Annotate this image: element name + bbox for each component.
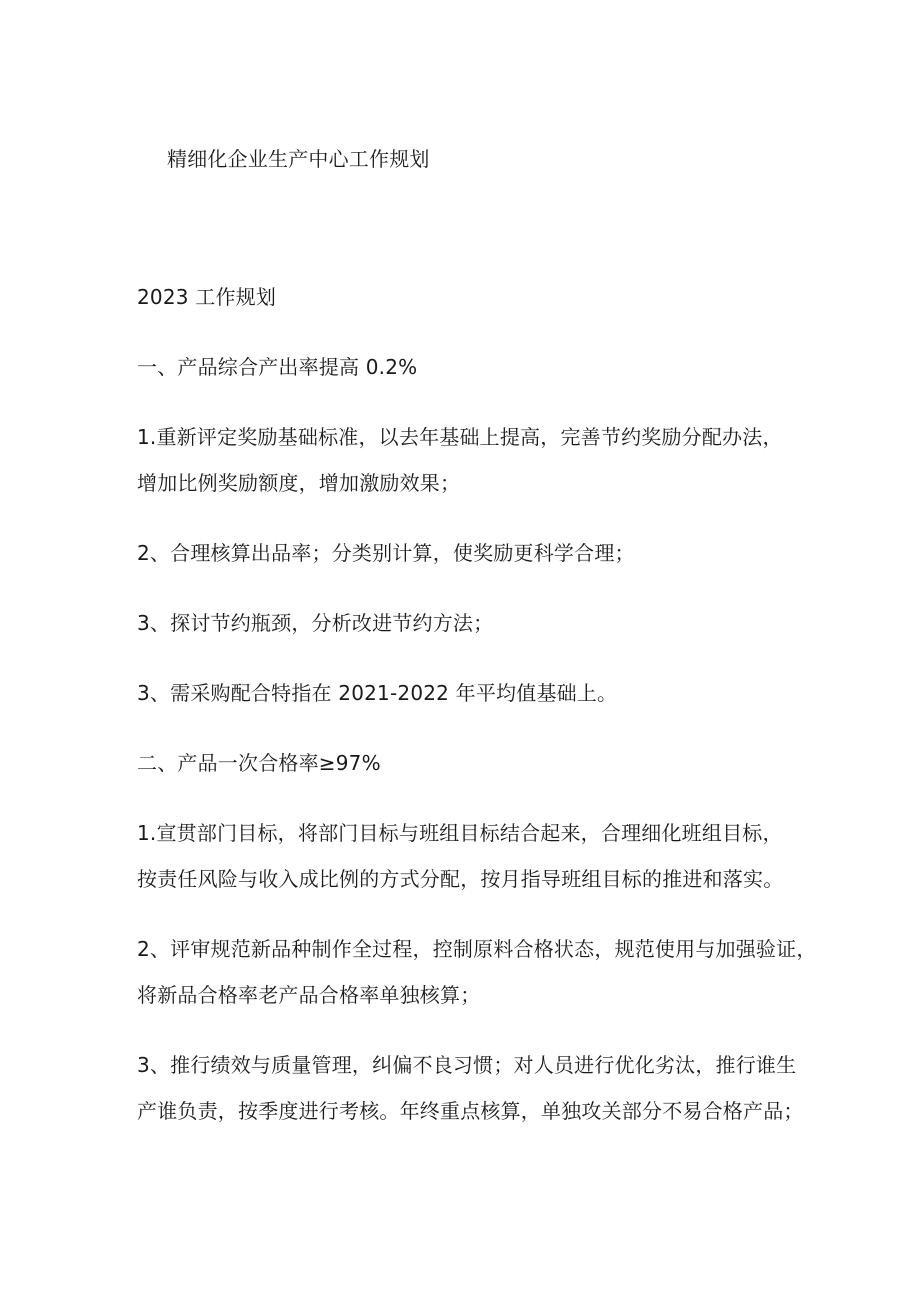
section1-item-1-line2: 增加比例奖励额度，增加激励效果； [137,471,461,495]
section2-item-3-line1: 3、推行绩效与质量管理，纠偏不良习惯；对人员进行优化劣汰，推行谁生 [137,1053,797,1077]
section2-item-2-line1: 2、评审规范新品种制作全过程，控制原料合格状态，规范使用与加强验证， [137,937,817,961]
section1-item-3: 3、探讨节约瓶颈，分析改进节约方法； [137,611,494,635]
section1-heading: 一、产品综合产出率提高 0.2% [137,355,418,379]
section2-item-2-line2: 将新品合格率老产品合格率单独核算； [137,983,481,1007]
section2-item-3-line2: 产谁负责，按季度进行考核。年终重点核算，单独攻关部分不易合格产品； [137,1099,804,1123]
section2-item-1-line2: 按责任风险与收入成比例的方式分配，按月指导班组目标的推进和落实。 [137,867,784,891]
year-heading: 2023 工作规划 [137,285,277,309]
section1-item-1-line1: 1.重新评定奖励基础标准，以去年基础上提高，完善节约奖励分配办法， [137,425,783,449]
section1-item-4: 3、需采购配合特指在 2021-2022 年平均值基础上。 [137,681,618,705]
section1-item-2: 2、合理核算出品率；分类别计算，使奖励更科学合理； [137,541,635,565]
section2-item-1-line1: 1.宣贯部门目标，将部门目标与班组目标结合起来，合理细化班组目标， [137,821,783,845]
section2-heading: 二、产品一次合格率≥97% [137,751,381,775]
document-title: 精细化企业生产中心工作规划 [167,147,430,171]
